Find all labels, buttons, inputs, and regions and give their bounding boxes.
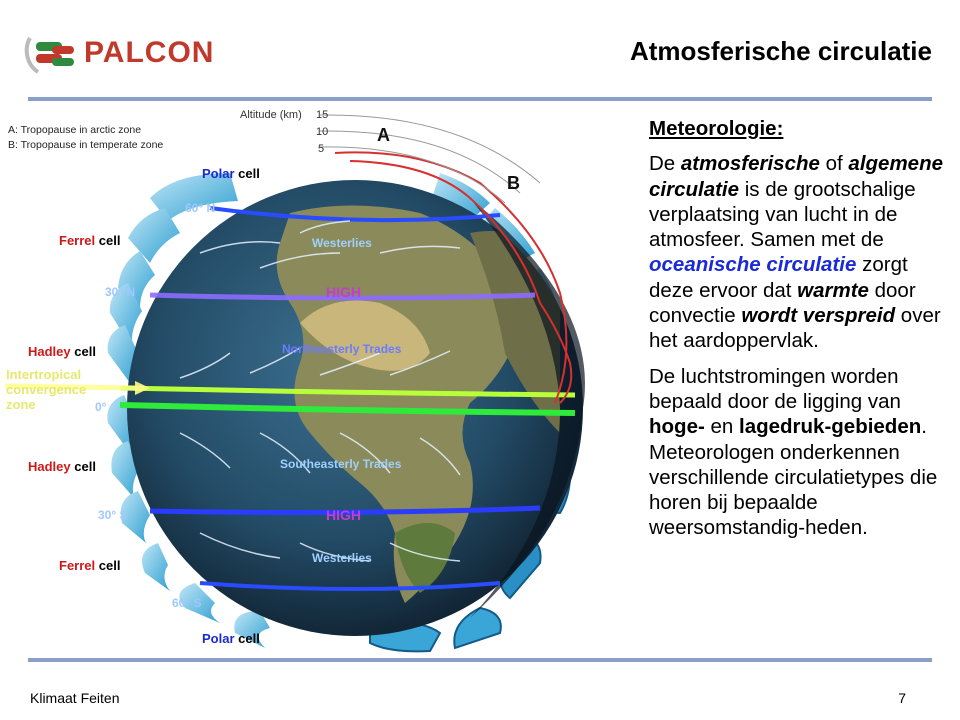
slide-title: Atmosferische circulatie <box>629 36 932 66</box>
itcz-label <box>6 367 86 412</box>
polar-cell-label-south: Polar cell <box>202 631 260 646</box>
itcz-line: Intertropical <box>6 367 82 382</box>
marker-a: A <box>377 125 390 145</box>
paragraph-circulation: De atmosferische of algemene circulatie is de grootschalige verplaatsing van lucht in de atmosfeer. Samen met de oceanische circulatie zorgt deze ervoor dat warmte door convectie wordt verspreid over het aardoppervlak. <box>649 152 943 353</box>
marker-b: B <box>507 173 520 193</box>
logo-text: PALCON <box>84 36 215 69</box>
footer-title: Klimaat Feiten <box>30 690 120 706</box>
polar-cell-label-north: Polar cell <box>202 166 260 181</box>
ferrel-cell-label-south: Ferrel cell <box>59 558 121 573</box>
legend-a: A: Tropopause in arctic zone <box>8 124 142 136</box>
circulation-figure <box>0 103 645 655</box>
westerlies-south: Westerlies <box>312 551 372 565</box>
palcon-logo-icon <box>22 28 82 78</box>
westerlies-north: Westerlies <box>312 236 372 250</box>
ferrel-cell-label-north: Ferrel cell <box>59 233 121 248</box>
latitude-30s: 30° S <box>98 508 128 522</box>
itcz-line: convergence <box>6 382 87 397</box>
itcz-line: zone <box>6 397 36 412</box>
latitude-60s: 60° S <box>172 596 202 610</box>
body-text <box>649 116 949 551</box>
latitude-30n: 30° N <box>105 285 136 299</box>
palcon-logo <box>22 28 215 78</box>
altitude-tick: 10 <box>316 126 329 138</box>
bottom-divider <box>28 658 932 662</box>
altitude-tick: 15 <box>316 109 329 121</box>
altitude-tick: 5 <box>318 143 325 155</box>
latitude-0: 0° <box>95 400 107 414</box>
paragraph-pressure: De luchtstromingen worden bepaald door de ligging van hoge- en lagedruk-gebieden. Meteorologen onderkennen verschillende circulatietypes die horen bij bepaalde weersomstandig-heden. <box>649 364 938 540</box>
high-south: HIGH <box>326 507 361 523</box>
top-divider <box>28 97 932 101</box>
section-heading: Meteorologie: <box>649 117 784 140</box>
page-number: 7 <box>898 690 906 706</box>
southeasterly-trades: Southeasterly Trades <box>280 457 402 471</box>
latitude-60n: 60° N <box>185 201 216 215</box>
high-north: HIGH <box>326 284 361 300</box>
altitude-label: Altitude (km) <box>240 109 302 121</box>
northeasterly-trades: Northeasterly Trades <box>282 342 402 356</box>
hadley-cell-label-south: Hadley cell <box>28 459 96 474</box>
hadley-cell-label-north: Hadley cell <box>28 344 96 359</box>
legend-b: B: Tropopause in temperate zone <box>8 139 164 151</box>
